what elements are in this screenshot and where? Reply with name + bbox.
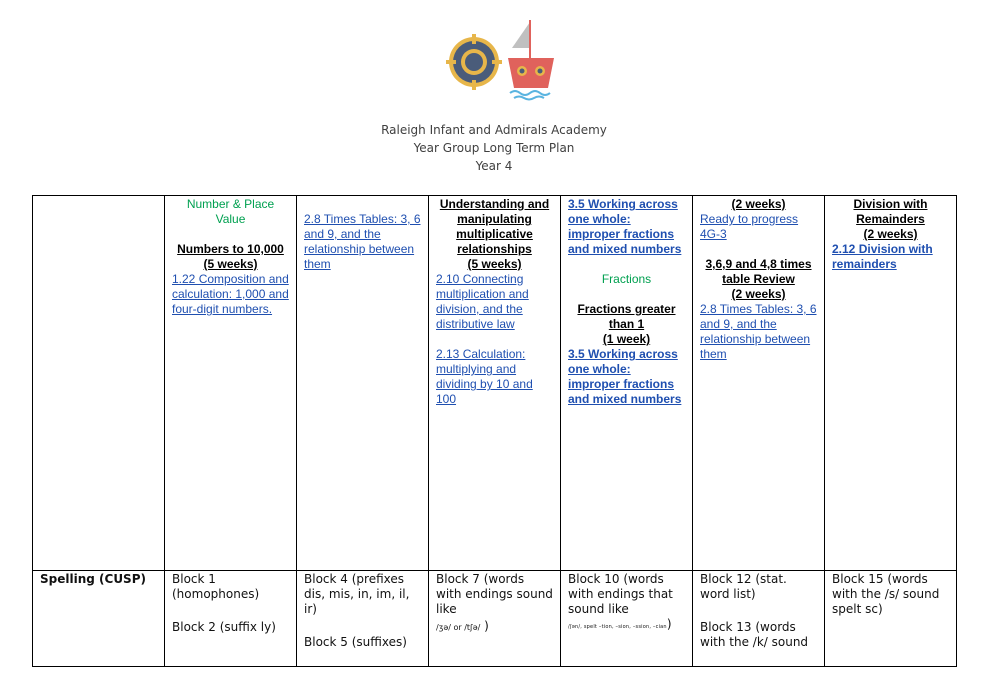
maths-row: [33, 196, 957, 571]
long-term-plan-table: [32, 195, 957, 667]
unit-title: Division with Remainders: [853, 197, 928, 226]
plan-title: Year Group Long Term Plan: [413, 141, 575, 155]
spelling-cell-5: [693, 571, 825, 667]
spelling-cell-3: [429, 571, 561, 667]
unit-duration: (2 weeks): [731, 287, 786, 301]
spelling-block: Block 5 (suffixes): [304, 635, 407, 649]
unit-duration: (5 weeks): [203, 257, 258, 271]
lesson-link[interactable]: 3.5 Working across one whole: improper fractions and mixed numbers: [568, 197, 682, 256]
row-label: Spelling (CUSP): [40, 572, 146, 586]
unit-duration: (1 week): [602, 332, 651, 346]
school-logo: [444, 18, 556, 102]
year-group: Year 4: [475, 159, 513, 173]
spelling-phonemes: [568, 617, 685, 635]
spelling-cell-2: [297, 571, 429, 667]
maths-cell-1: [165, 196, 297, 571]
maths-cell-4: [561, 196, 693, 571]
closing-paren: ): [480, 619, 489, 633]
spelling-cell-4: [561, 571, 693, 667]
phoneme-text: /ʃən/, spelt –tion, –sion, –ssion, –cian: [568, 624, 667, 630]
spelling-block: Block 7 (words with endings sound like: [436, 572, 553, 616]
maths-cell-2: [297, 196, 429, 571]
spelling-block: Block 15 (words with the /s/ sound spelt sc): [832, 572, 940, 616]
unit-title: Fractions greater than 1: [577, 302, 676, 331]
unit-duration: (2 weeks): [863, 227, 918, 241]
spelling-cell-6: [825, 571, 957, 667]
spelling-block: Block 12 (stat. word list): [700, 572, 787, 601]
lesson-link[interactable]: Ready to progress 4G-3: [700, 212, 799, 241]
row-label-cell: [33, 571, 165, 667]
ship-wheel-icon: [446, 34, 502, 90]
unit-title: Understanding and manipulating multiplicative relationships: [439, 197, 550, 256]
school-name: Raleigh Infant and Admirals Academy: [381, 123, 607, 137]
lesson-link[interactable]: 2.12 Division with remainders: [832, 242, 933, 271]
lesson-link[interactable]: 3.5 Working across one whole: improper fractions and mixed numbers: [568, 347, 682, 406]
unit-title: Numbers to 10,000: [177, 242, 284, 256]
lesson-link[interactable]: 2.8 Times Tables: 3, 6 and 9, and the relationship between them: [700, 302, 817, 361]
lesson-link[interactable]: 2.10 Connecting multiplication and division, and the distributive law: [436, 272, 529, 331]
unit-duration: (5 weeks): [467, 257, 522, 271]
spelling-row: [33, 571, 957, 667]
maths-cell-6: [825, 196, 957, 571]
spelling-block: Block 2 (suffix ly): [172, 620, 276, 634]
lesson-link[interactable]: 2.8 Times Tables: 3, 6 and 9, and the relationship between them: [304, 212, 421, 271]
spelling-block: Block 1 (homophones): [172, 572, 260, 601]
spelling-cell-1: [165, 571, 297, 667]
maths-cell-3: [429, 196, 561, 571]
spelling-phonemes: [436, 619, 553, 635]
lesson-link[interactable]: 2.13 Calculation: multiplying and dividing by 10 and 100: [436, 347, 533, 406]
unit-title: 3,6,9 and 4,8 times table Review: [705, 257, 812, 286]
phoneme-text: /ʒə/ or /tʃə/: [436, 623, 481, 632]
topic-title: Fractions: [601, 272, 652, 286]
sailboat-icon: [508, 20, 554, 100]
unit-duration: (2 weeks): [731, 197, 786, 211]
maths-cell-5: [693, 196, 825, 571]
spelling-block: Block 4 (prefixes dis, mis, in, im, il, ir): [304, 572, 410, 616]
row-label-cell: [33, 196, 165, 571]
spelling-block: Block 10 (words with endings that sound like: [568, 572, 673, 616]
lesson-link[interactable]: 1.22 Composition and calculation: 1,000 and four-digit numbers.: [172, 272, 289, 316]
spelling-block: Block 13 (words with the /k/ sound: [700, 620, 809, 649]
topic-title: Number & Place Value: [186, 197, 275, 226]
closing-paren: ): [666, 617, 672, 631]
